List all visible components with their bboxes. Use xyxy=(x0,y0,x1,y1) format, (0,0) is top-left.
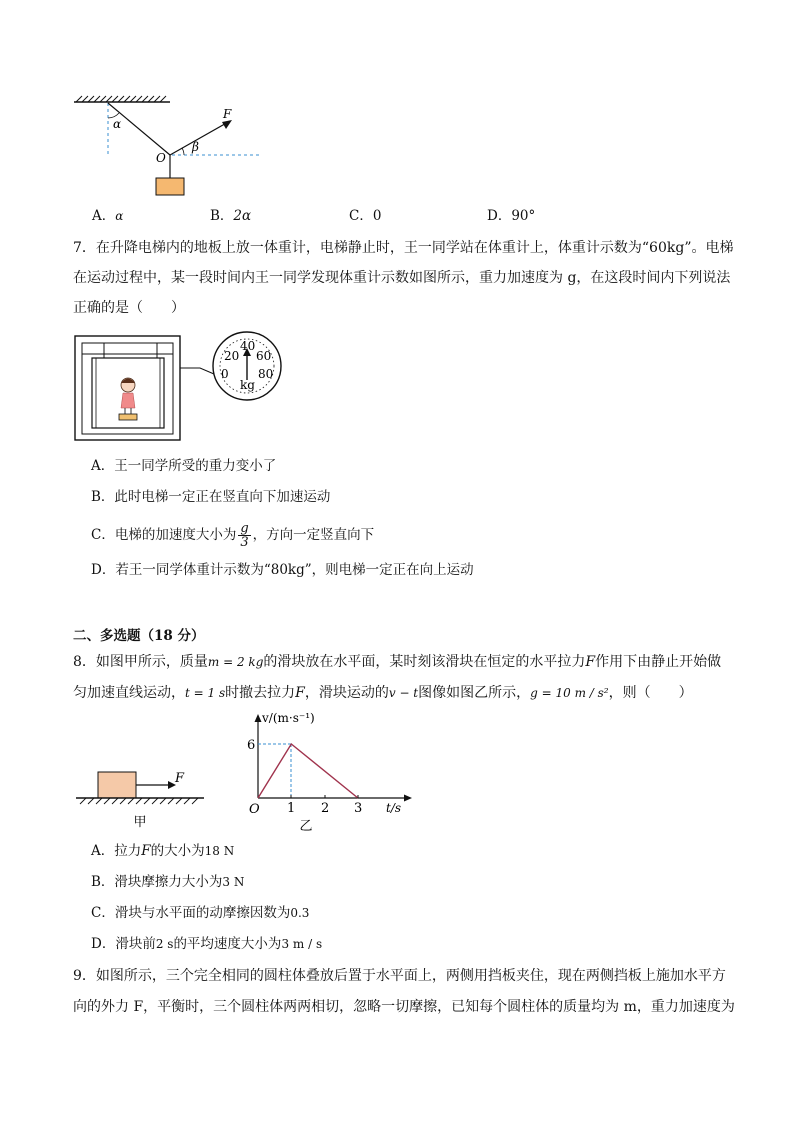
q7-option-d: D．若王一同学体重计示数为“80kg”，则电梯一定正在向上运动 xyxy=(91,562,474,578)
q6-option-d: D．90° xyxy=(487,208,536,224)
section-heading: 二、多选题（18 分） xyxy=(73,628,205,644)
svg-text:80: 80 xyxy=(258,367,274,381)
caption-yi: 乙 xyxy=(299,819,313,834)
point-O-label: O xyxy=(156,151,166,165)
weighing-scale xyxy=(119,414,137,420)
q7-text-line-2: 在运动过程中，某一段时间内王一同学发现体重计示数如图所示，重力加速度为 g，在这段时间内下列说法 xyxy=(73,270,731,286)
q7-option-b: B．此时电梯一定正在竖直向下加速运动 xyxy=(91,489,331,505)
sliding-block xyxy=(98,772,136,798)
q8-option-c: C．滑块与水平面的动摩擦因数为0.3 xyxy=(91,905,310,921)
q8-option-a: A．拉力F的大小为18 N xyxy=(91,843,235,859)
q8-text-line-1: 8．如图甲所示，质量m = 2 kg的滑块放在水平面，某时刻该滑块在恒定的水平拉力F作用下由静止开始做 xyxy=(73,654,722,670)
x-tick-1: 1 xyxy=(287,801,296,816)
velocity-time-graph xyxy=(240,710,420,835)
q7-option-a: A．王一同学所受的重力变小了 xyxy=(91,458,277,474)
q7-text-line-1: 7．在升降电梯内的地板上放一体重计，电梯静止时，王一同学站在体重计上，体重计示数为“60kg”。电梯 xyxy=(73,240,734,256)
svg-text:0: 0 xyxy=(221,367,229,381)
svg-text:F: F xyxy=(175,771,185,786)
q8-option-d: D．滑块前2 s的平均速度大小为3 m / s xyxy=(91,936,323,952)
svg-text:20: 20 xyxy=(224,349,240,363)
origin-label: O xyxy=(249,802,260,817)
q6-option-b: B．2α xyxy=(210,208,252,224)
alpha-label: α xyxy=(113,117,122,131)
x-tick-2: 2 xyxy=(321,801,330,816)
q7-option-c: C．电梯的加速度大小为 $\frac{g}{3}$ ，方向一定竖直向下 xyxy=(91,521,375,550)
q6-option-a: A．α xyxy=(92,208,124,224)
svg-text:kg: kg xyxy=(240,378,255,392)
y-axis-label: v/(m·s⁻¹) xyxy=(262,711,315,725)
rope-force-diagram xyxy=(60,88,280,206)
force-F-label: F xyxy=(223,107,232,121)
q7-text-line-3: 正确的是（ ） xyxy=(73,300,185,316)
block-on-surface-diagram xyxy=(72,762,212,832)
q8-option-b: B．滑块摩擦力大小为3 N xyxy=(91,874,245,890)
caption-jia: 甲 xyxy=(133,815,147,830)
svg-text:40: 40 xyxy=(240,339,256,353)
y-tick-6: 6 xyxy=(247,738,256,753)
q6-option-c: C．0 xyxy=(349,208,382,224)
q9-text-line-1: 9．如图所示，三个完全相同的圆柱体叠放后置于水平面上，两侧用挡板夹住，现在两侧挡板上施加水平方 xyxy=(73,968,726,984)
x-tick-3: 3 xyxy=(354,801,363,816)
velocity-series-line xyxy=(258,744,358,798)
q8-text-line-2: 匀加速直线运动，t = 1 s时撤去拉力F，滑块运动的v − t图像如图乙所示，g = 10 m / s²，则（ ） xyxy=(73,685,693,701)
q9-text-line-2: 向的外力 F，平衡时，三个圆柱体两两相切，忽略一切摩擦，已知每个圆柱体的质量均为 m，重力加速度为 xyxy=(73,999,735,1015)
x-axis-label: t/s xyxy=(386,801,402,815)
beta-label: β xyxy=(192,140,199,154)
svg-text:60: 60 xyxy=(256,349,272,363)
elevator-scale-diagram xyxy=(72,330,292,445)
hanging-block xyxy=(156,178,184,195)
